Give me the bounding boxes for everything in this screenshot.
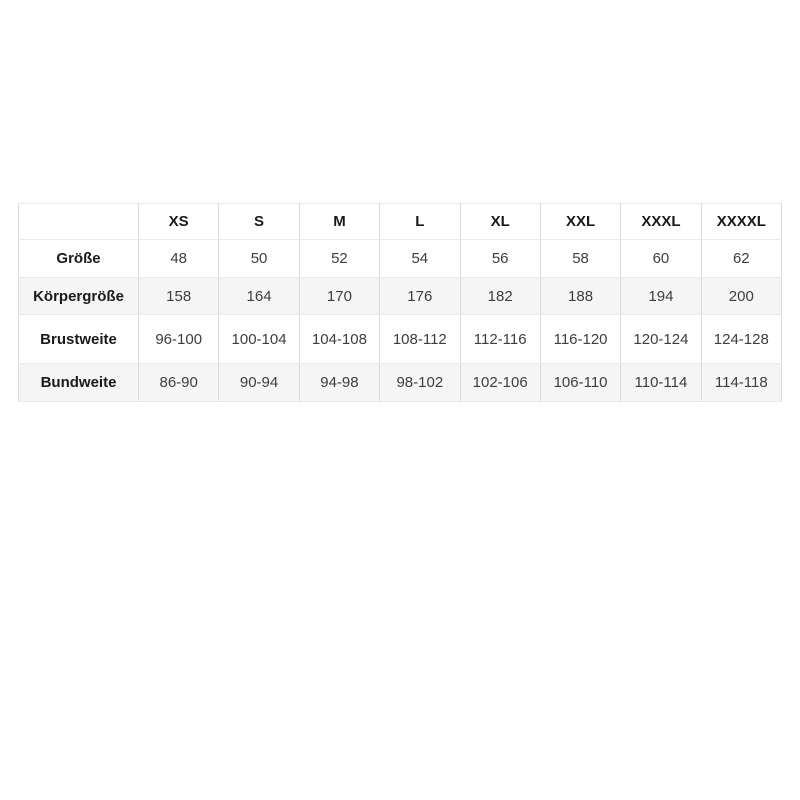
- column-header-m: M: [299, 204, 379, 240]
- size-chart-table: [18, 203, 782, 402]
- row-label-bundweite: Bundweite: [19, 364, 139, 402]
- table-row-brustweite: [19, 315, 782, 364]
- size-cell: 58: [540, 240, 620, 278]
- column-header-xl: XL: [460, 204, 540, 240]
- corner-cell: [19, 204, 139, 240]
- column-header-xxxl: XXXL: [621, 204, 701, 240]
- size-cell: 188: [540, 278, 620, 315]
- row-label-groesse: Größe: [19, 240, 139, 278]
- size-cell: 106-110: [540, 364, 620, 402]
- size-cell: 112-116: [460, 315, 540, 364]
- size-cell: 110-114: [621, 364, 701, 402]
- size-cell: 102-106: [460, 364, 540, 402]
- size-cell: 120-124: [621, 315, 701, 364]
- size-cell: 200: [701, 278, 781, 315]
- size-cell: 100-104: [219, 315, 299, 364]
- size-cell: 108-112: [380, 315, 460, 364]
- size-cell: 114-118: [701, 364, 781, 402]
- size-cell: 116-120: [540, 315, 620, 364]
- size-cell: 90-94: [219, 364, 299, 402]
- size-chart: [18, 203, 782, 402]
- size-cell: 164: [219, 278, 299, 315]
- size-chart-header: [19, 204, 782, 240]
- size-cell: 176: [380, 278, 460, 315]
- row-label-brustweite: Brustweite: [19, 315, 139, 364]
- column-header-xxxxl: XXXXL: [701, 204, 781, 240]
- size-chart-body: [19, 240, 782, 402]
- size-cell: 60: [621, 240, 701, 278]
- size-cell: 96-100: [139, 315, 219, 364]
- table-row-groesse: [19, 240, 782, 278]
- table-row-koerpergroesse: [19, 278, 782, 315]
- size-cell: 182: [460, 278, 540, 315]
- size-cell: 62: [701, 240, 781, 278]
- column-header-s: S: [219, 204, 299, 240]
- row-label-koerpergroesse: Körpergröße: [19, 278, 139, 315]
- size-cell: 124-128: [701, 315, 781, 364]
- size-cell: 98-102: [380, 364, 460, 402]
- column-header-xxl: XXL: [540, 204, 620, 240]
- size-cell: 56: [460, 240, 540, 278]
- column-header-l: L: [380, 204, 460, 240]
- column-header-xs: XS: [139, 204, 219, 240]
- size-cell: 194: [621, 278, 701, 315]
- size-cell: 86-90: [139, 364, 219, 402]
- table-header-row: [19, 204, 782, 240]
- size-cell: 54: [380, 240, 460, 278]
- size-cell: 50: [219, 240, 299, 278]
- size-cell: 104-108: [299, 315, 379, 364]
- size-cell: 158: [139, 278, 219, 315]
- size-cell: 170: [299, 278, 379, 315]
- size-cell: 52: [299, 240, 379, 278]
- table-row-bundweite: [19, 364, 782, 402]
- size-cell: 94-98: [299, 364, 379, 402]
- size-cell: 48: [139, 240, 219, 278]
